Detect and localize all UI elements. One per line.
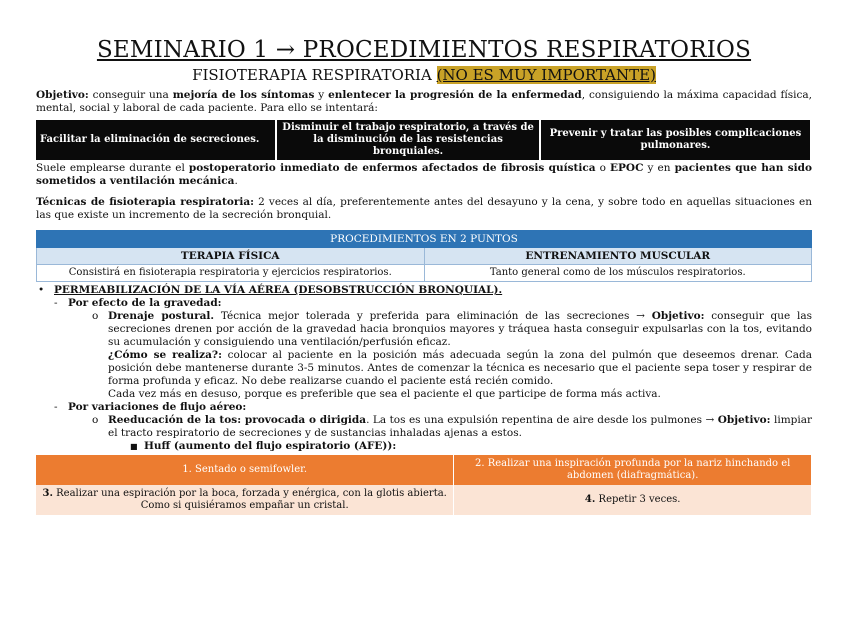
procedimientos-table bbox=[36, 230, 812, 282]
o-marker: o bbox=[92, 414, 99, 426]
uso-text-3: y en bbox=[643, 162, 675, 174]
objetivo-bold-1: mejoría de los síntomas bbox=[172, 89, 315, 101]
tecnicas-label: Técnicas de fisioterapia respiratoria: bbox=[36, 196, 255, 208]
page-title: SEMINARIO 1 → PROCEDIMIENTOS RESPIRATORIOS bbox=[96, 37, 752, 63]
huff-data-row bbox=[36, 485, 812, 515]
huff-step-4 bbox=[454, 485, 812, 515]
goal-3: Prevenir y tratar las posibles complicaciones pulmonares. bbox=[540, 120, 811, 160]
page-subtitle bbox=[36, 66, 812, 85]
cell-terapia-fisica: Consistirá en fisioterapia respiratoria y ejercicios respiratorios. bbox=[37, 265, 425, 282]
uso-text-4: . bbox=[234, 175, 238, 187]
objetivo-text-3: , consiguiendo la máxima capacidad física, mental, social y laboral de cada paciente. Para ello se intentará: bbox=[36, 89, 812, 114]
reeducacion-text: . La tos es una expulsión repentina de aire desde los pulmones → bbox=[366, 414, 718, 426]
procedimientos-header-row bbox=[37, 231, 812, 248]
goal-1: Facilitar la eliminación de secreciones. bbox=[36, 120, 276, 160]
huff-step-3 bbox=[36, 485, 454, 515]
drenaje-label: Drenaje postural. bbox=[108, 310, 215, 322]
procedimientos-header: PROCEDIMIENTOS EN 2 PUNTOS bbox=[37, 231, 812, 248]
dash-marker: - bbox=[54, 297, 58, 309]
objetivo-text-1: conseguir una bbox=[88, 89, 173, 101]
square-marker: ■ bbox=[130, 442, 138, 451]
uso-bold-2: EPOC bbox=[610, 162, 644, 174]
item-como-se-realiza bbox=[36, 349, 812, 388]
drenaje-text-2: conseguir que las secreciones drenen por acción de la gravedad hacia bronquios mayores y tráquea hasta conseguir expulsarlas con la tos, evitando su acumulación y consiguiendo una ventilación/perfusión eficaz. bbox=[108, 310, 812, 348]
uso-bold-3: pacientes que han sido sometidos a ventilación mecánica bbox=[36, 162, 813, 187]
procedimientos-data-row bbox=[37, 265, 812, 282]
reeducacion-label: Reeducación de la tos: provocada o dirigida bbox=[108, 414, 367, 426]
item-drenaje-postural bbox=[36, 310, 812, 349]
item-flujo bbox=[36, 401, 812, 414]
procedimientos-col-row bbox=[37, 248, 812, 265]
como-text: colocar al paciente en la posición más adecuada según la zona del pulmón que deseemos drenar. Cada posición debe mantenerse durante 3-5 minutos. Antes de comenzar la técnica es necesario que el paciente sepa toser y respirar de forma profunda y eficaz. No debe realizarse cuando el paciente está recién comido. bbox=[108, 349, 812, 387]
dash-marker: - bbox=[54, 401, 58, 413]
bullet-permeabilizacion bbox=[0, 284, 812, 297]
document-page bbox=[0, 36, 848, 635]
subtitle-main: FISIOTERAPIA RESPIRATORIA bbox=[192, 66, 437, 84]
tecnicas-text: 2 veces al día, preferentemente antes del desayuno y la cena, y sobre todo en aquellas situaciones en las que existe un incremento de la secreción bronquial. bbox=[36, 196, 812, 221]
huff-header-row bbox=[36, 455, 812, 485]
huff-step-1: 1. Sentado o semifowler. bbox=[36, 455, 454, 485]
goals-row bbox=[36, 120, 811, 160]
item-reeducacion-tos bbox=[36, 414, 812, 440]
col-terapia-fisica: TERAPIA FÍSICA bbox=[37, 248, 425, 265]
col-entrenamiento-muscular: ENTRENAMIENTO MUSCULAR bbox=[424, 248, 812, 265]
drenaje-text: Técnica mejor tolerada y preferida para eliminación de las secreciones → bbox=[214, 310, 652, 322]
reeducacion-objetivo-label: Objetivo: bbox=[717, 414, 771, 426]
o-marker: o bbox=[92, 310, 99, 322]
tecnicas-paragraph bbox=[36, 196, 812, 222]
huff-step-3-num: 3. bbox=[42, 488, 53, 499]
cell-entrenamiento-muscular: Tanto general como de los músculos respiratorios. bbox=[424, 265, 812, 282]
goals-table bbox=[36, 120, 812, 160]
item-desuso: Cada vez más en desuso, porque es preferible que sea el paciente el que participe de forma más activa. bbox=[108, 388, 661, 400]
como-label: ¿Cómo se realiza?: bbox=[108, 349, 222, 361]
item-huff-text: Huff (aumento del flujo espiratorio (AFE)): bbox=[144, 440, 397, 452]
goal-2: Disminuir el trabajo respiratorio, a través de la disminución de las resistencias bronquiales. bbox=[276, 120, 540, 160]
huff-step-4-text: Repetir 3 veces. bbox=[595, 494, 681, 505]
subtitle-highlight: (NO ES MUY IMPORTANTE) bbox=[436, 66, 656, 84]
objetivo-text-2: y bbox=[314, 89, 329, 101]
huff-step-3-text: Realizar una espiración por la boca, forzada y enérgica, con la glotis abierta. Como si quisiéramos empañar un cristal. bbox=[52, 488, 447, 511]
uso-text-2: o bbox=[595, 162, 611, 174]
uso-text-1: Suele emplearse durante el bbox=[36, 162, 189, 174]
objetivo-label: Objetivo: bbox=[36, 89, 89, 101]
item-gravedad bbox=[36, 297, 812, 310]
drenaje-objetivo-label: Objetivo: bbox=[651, 310, 705, 322]
huff-step-2: 2. Realizar una inspiración profunda por la nariz hinchando el abdomen (diafragmática). bbox=[454, 455, 812, 485]
bullet-marker: • bbox=[38, 284, 45, 296]
reeducacion-text-2: limpiar el tracto respiratorio de secreciones y de sustancias inhaladas ajenas a estos. bbox=[108, 414, 813, 439]
item-flujo-text: Por variaciones de flujo aéreo: bbox=[68, 401, 247, 413]
huff-step-4-num: 4. bbox=[584, 494, 596, 505]
uso-paragraph bbox=[36, 162, 812, 188]
huff-table bbox=[36, 455, 812, 515]
objetivo-bold-2: enlentecer la progresión de la enfermedad bbox=[328, 89, 582, 101]
item-huff bbox=[36, 440, 812, 453]
objetivo-paragraph bbox=[36, 89, 812, 115]
bullet-permeabilizacion-text: PERMEABILIZACIÓN DE LA VÍA AÉREA (DESOBSTRUCCIÓN BRONQUIAL). bbox=[54, 284, 503, 296]
uso-bold-1: postoperatorio inmediato de enfermos afectados de fibrosis quística bbox=[188, 162, 596, 174]
item-gravedad-text: Por efecto de la gravedad: bbox=[68, 297, 222, 309]
